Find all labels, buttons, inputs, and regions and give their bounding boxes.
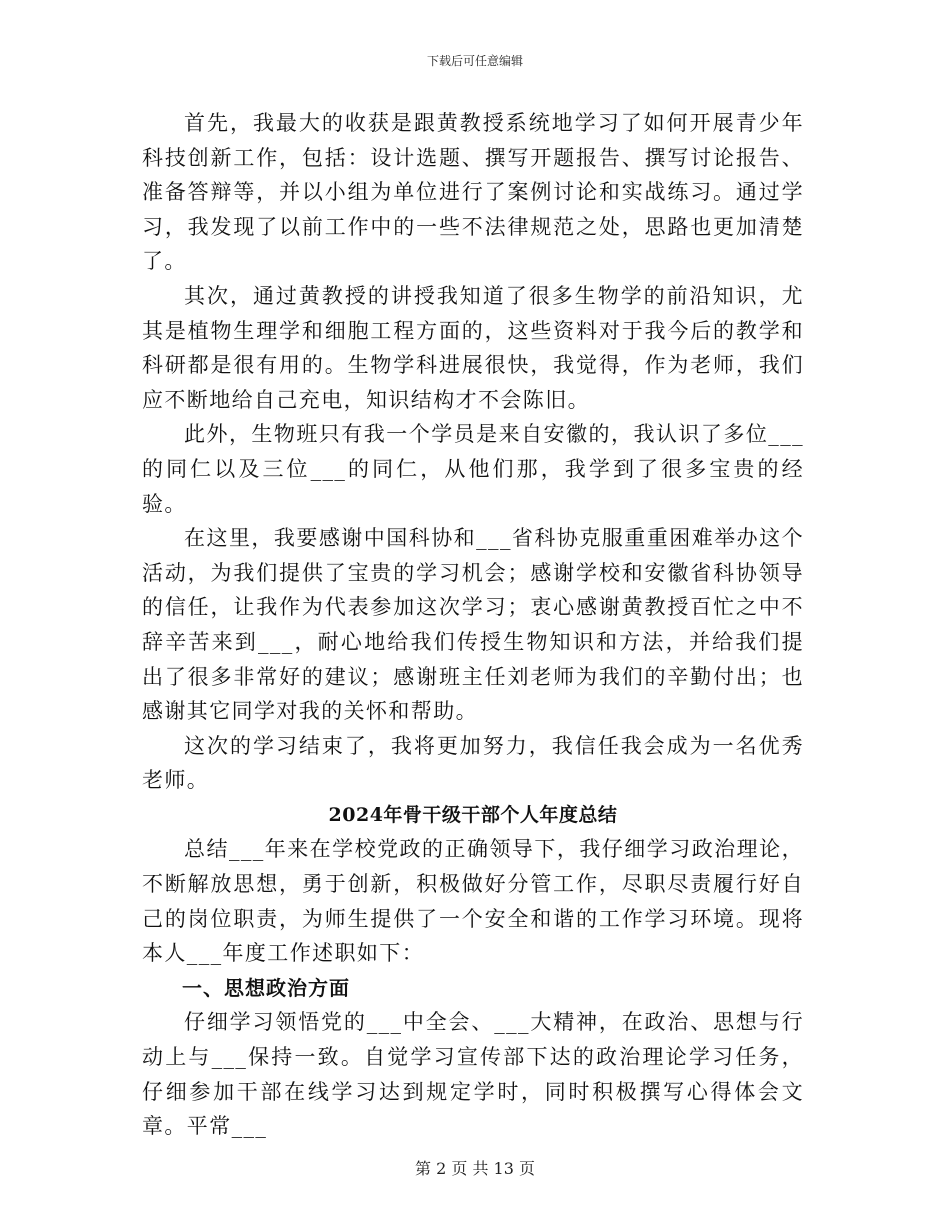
paragraph-knowledge: 其次，通过黄教授的讲授我知道了很多生物学的前沿知识，尤其是植物生理学和细胞工程方面的，这些资料对于我今后的教学和科研都是很有用的。生物学科进展很快，我觉得，作为老师，我们应不断地给自己充电，知识结构才不会陈旧。 xyxy=(142,283,804,412)
paragraph-thanks: 在这里，我要感谢中国科协和___省科协克服重重困难举办这个活动，为我们提供了宝贵的学习机会；感谢学校和安徽省科协领导的信任，让我作为代表参加这次学习；衷心感谢黄教授百忙之中不辞辛苦来到___，耐心地给我们传授生物知识和方法，并给我们提出了很多非常好的建议；感谢班主任刘老师为我们的辛勤付出；也感谢其它同学对我的关怀和帮助。 xyxy=(142,526,804,724)
paragraph-harvest: 首先，我最大的收获是跟黄教授系统地学习了如何开展青少年科技创新工作，包括：设计选题、撰写开题报告、撰写讨论报告、准备答辩等，并以小组为单位进行了案例讨论和实战练习。通过学习，我发现了以前工作中的一些不法律规范之处，思路也更加清楚了。 xyxy=(142,111,804,274)
paragraph-conclusion: 这次的学习结束了，我将更加努力，我信任我会成为一名优秀老师。 xyxy=(142,733,804,793)
paragraph-classmates: 此外，生物班只有我一个学员是来自安徽的，我认识了多位___的同仁以及三位___的同仁，从他们那，我学到了很多宝贵的经验。 xyxy=(142,422,804,516)
paragraph-political: 仔细学习领悟党的___中全会、___大精神，在政治、思想与行动上与___保持一致。自觉学习宣传部下达的政治理论学习任务，仔细参加干部在线学习达到规定学时，同时积极撰写心得体会文章。平常___ xyxy=(142,1010,804,1139)
subheading-political: 一、思想政治方面 xyxy=(182,975,350,1000)
page-footer: 第 2 页 共 13 页 xyxy=(415,1159,535,1178)
section-title: 2024年骨干级干部个人年度总结 xyxy=(328,803,618,826)
paragraph-summary-intro: 总结___年来在学校党政的正确领导下，我仔细学习政治理论，不断解放思想，勇于创新，积极做好分管工作，尽职尽责履行好自己的岗位职责，为师生提供了一个安全和谐的工作学习环境。现将本人___年度工作述职如下： xyxy=(142,837,804,966)
document-body xyxy=(142,106,804,1144)
page-header: 下载后可任意编辑 xyxy=(426,54,523,68)
